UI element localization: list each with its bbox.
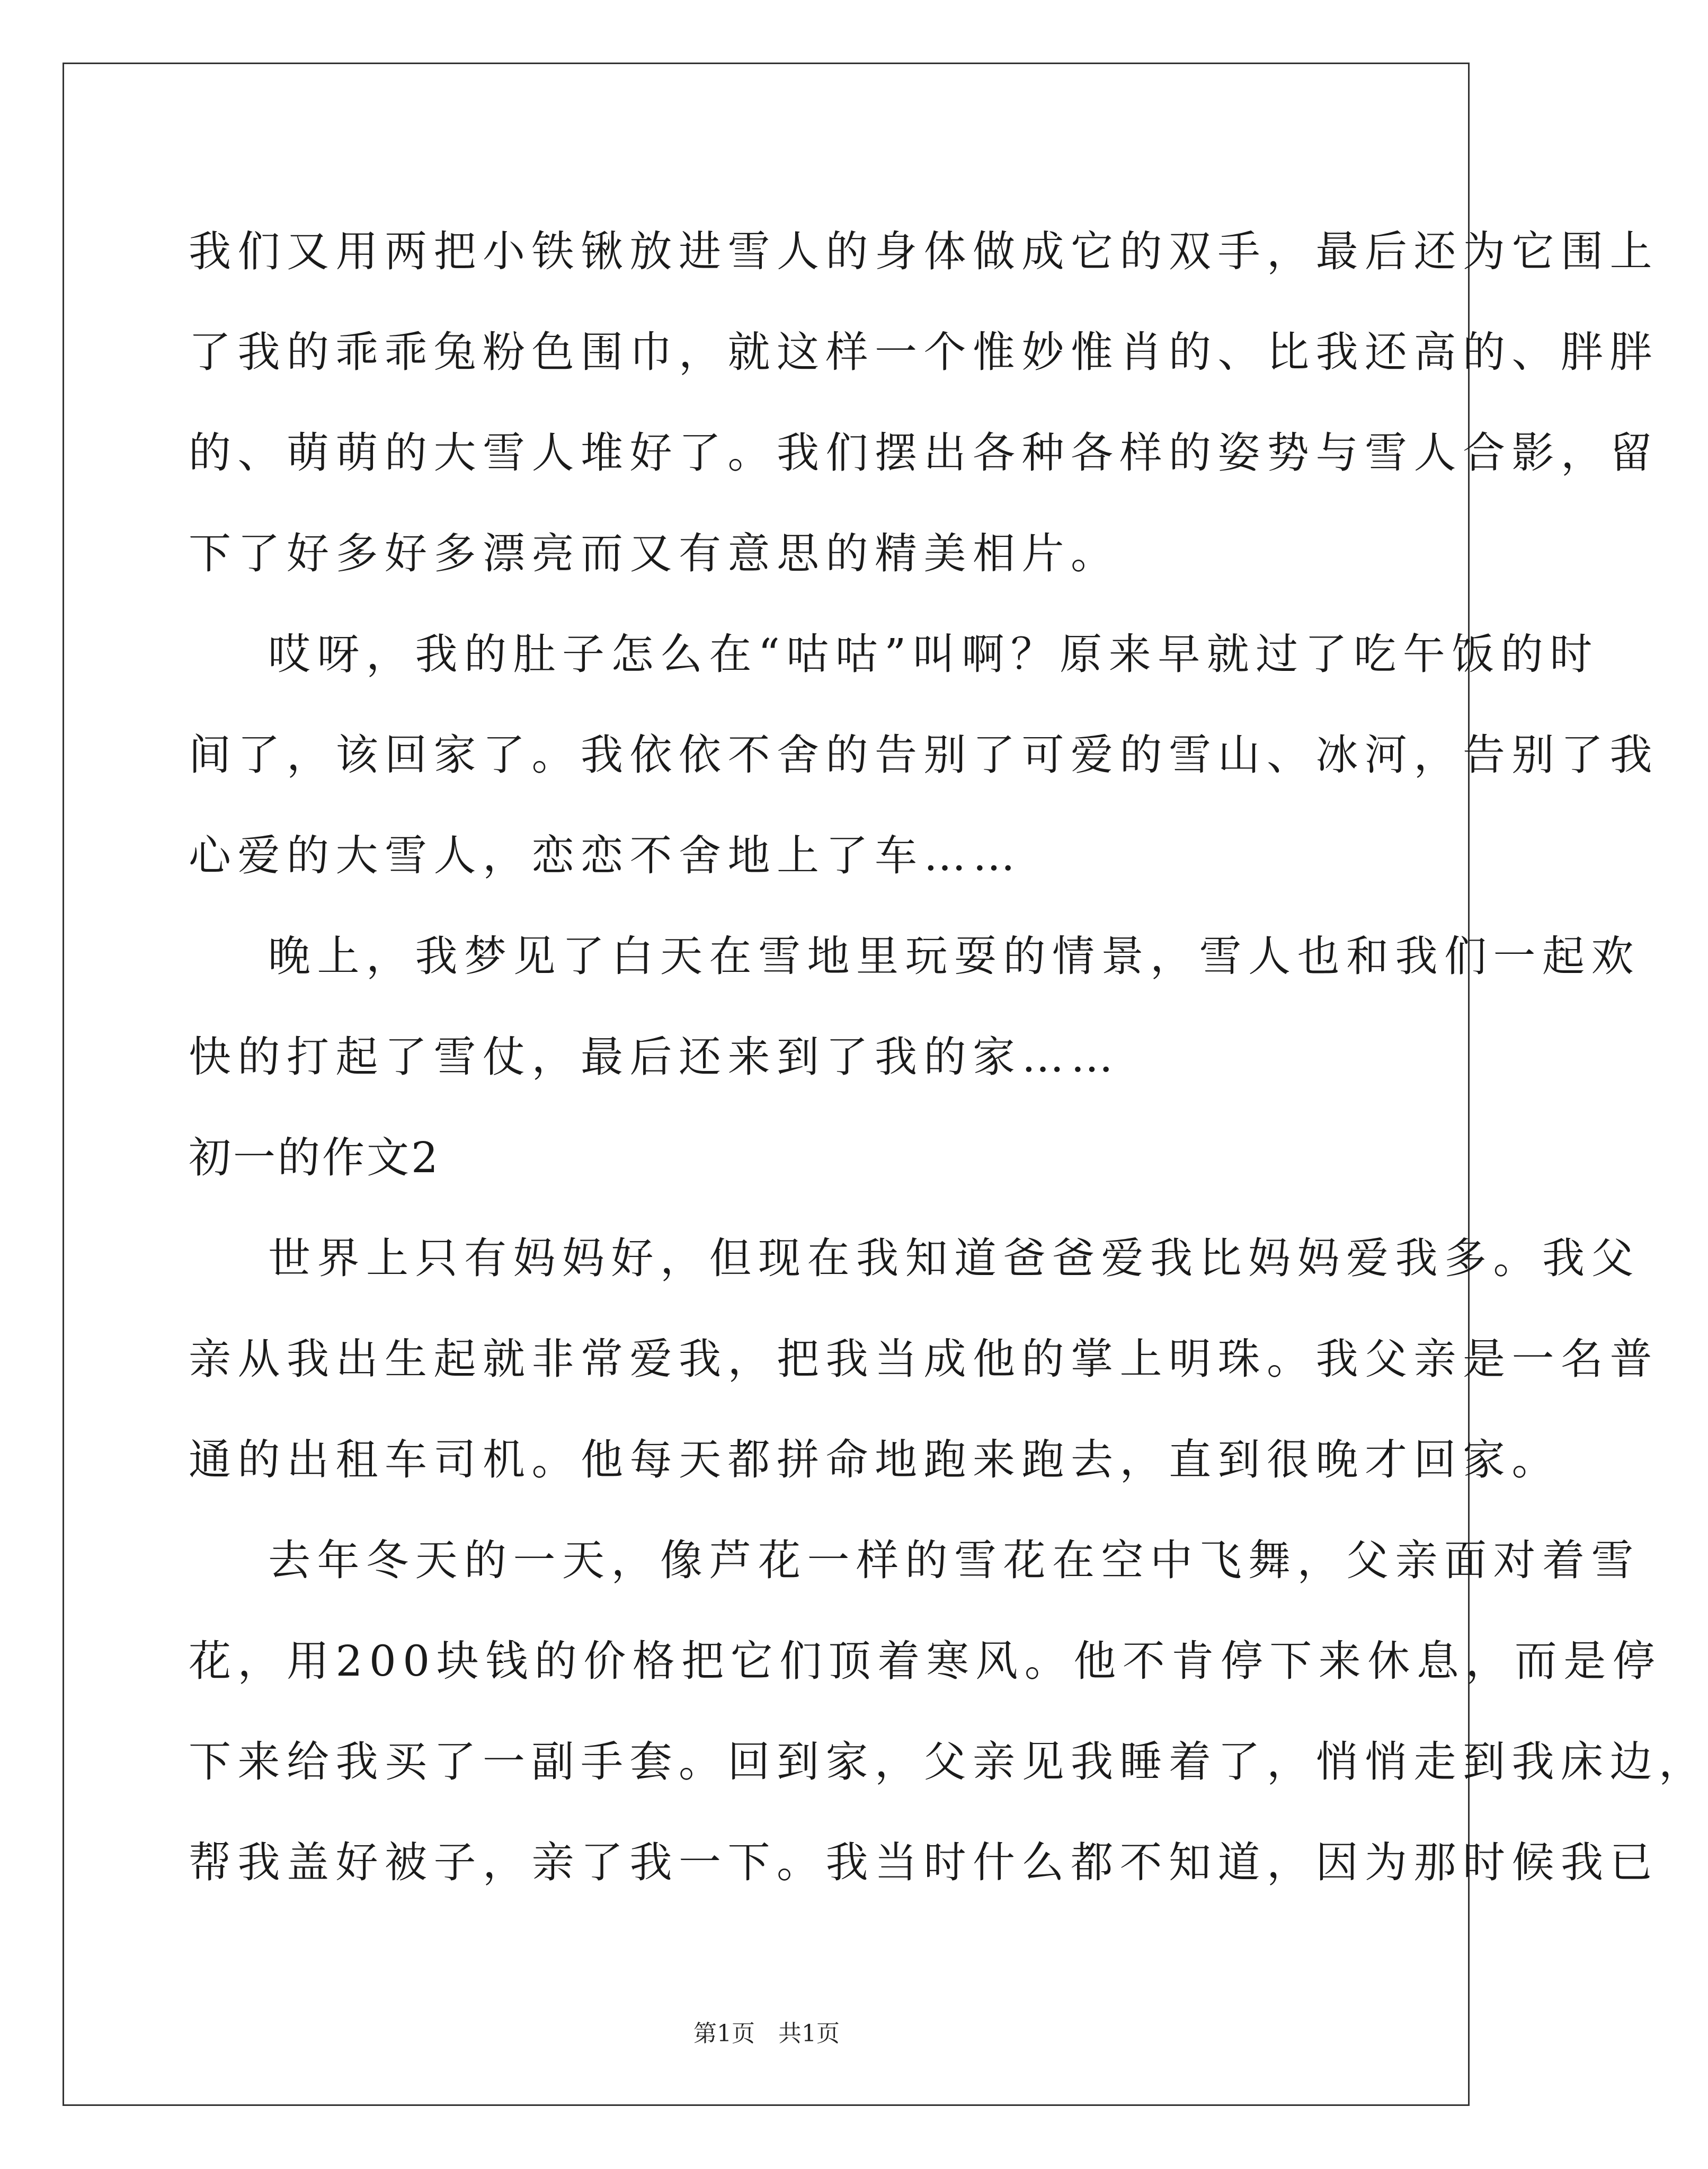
text-line: 心爱的大雪人，恋恋不舍地上了车…… <box>189 831 1022 880</box>
text-line: 下了好多好多漂亮而又有意思的精美相片。 <box>189 529 1120 578</box>
text-line: 我们又用两把小铁锹放进雪人的身体做成它的双手，最后还为它围上 <box>189 227 1659 276</box>
section-heading: 初一的作文2 <box>189 1133 440 1182</box>
text-line: 快的打起了雪仗，最后还来到了我的家…… <box>189 1032 1120 1082</box>
text-line: 间了，该回家了。我依依不舍的告别了可爱的雪山、冰河，告别了我 <box>189 730 1659 780</box>
text-line: 下来给我买了一副手套。回到家，父亲见我睡着了，悄悄走到我床边， <box>189 1737 1708 1786</box>
paragraph-first-line: 去年冬天的一天，像芦花一样的雪花在空中飞舞，父亲面对着雪 <box>268 1536 1640 1585</box>
text-line: 的、萌萌的大雪人堆好了。我们摆出各种各样的姿势与雪人合影，留 <box>189 428 1659 477</box>
paragraph-first-line: 世界上只有妈妈好，但现在我知道爸爸爱我比妈妈爱我多。我父 <box>268 1234 1640 1283</box>
page-number: 第1页 共1页 <box>693 2020 840 2047</box>
text-line: 花，用200块钱的价格把它们顶着寒风。他不肯停下来休息，而是停 <box>189 1636 1662 1686</box>
text-line: 帮我盖好被子，亲了我一下。我当时什么都不知道，因为那时候我已 <box>189 1838 1659 1887</box>
text-line: 通的出租车司机。他每天都拼命地跑来跑去，直到很晚才回家。 <box>189 1435 1561 1484</box>
document-body <box>189 201 1708 1913</box>
paragraph-first-line: 哎呀，我的肚子怎么在“咕咕”叫啊？原来早就过了吃午饭的时 <box>268 630 1599 679</box>
text-line: 亲从我出生起就非常爱我，把我当成他的掌上明珠。我父亲是一名普 <box>189 1334 1659 1384</box>
text-line: 了我的乖乖兔粉色围巾，就这样一个惟妙惟肖的、比我还高的、胖胖 <box>189 327 1659 377</box>
paragraph-first-line: 晚上，我梦见了白天在雪地里玩耍的情景，雪人也和我们一起欢 <box>268 932 1640 981</box>
